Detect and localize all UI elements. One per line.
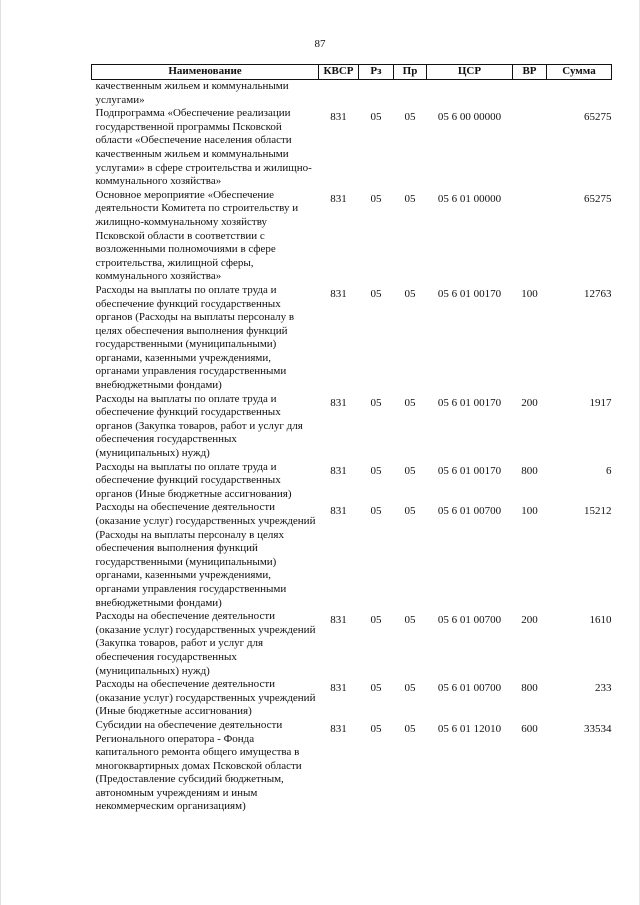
cell-pr: 05	[404, 464, 416, 477]
table-row	[92, 107, 612, 189]
cell-name: качественным жильем и коммунальными услугами»	[95, 80, 289, 106]
cell-csr: 05 6 01 00700	[437, 614, 502, 627]
cell-kvsr: 831	[330, 192, 347, 205]
cell-rz: 05	[370, 682, 382, 695]
table-body	[92, 80, 612, 815]
budget-table	[91, 64, 612, 814]
cell-kvsr: 831	[330, 722, 347, 735]
table-row	[92, 719, 612, 814]
cell-sum: 1610	[589, 614, 612, 627]
cell-csr: 05 6 01 00000	[437, 192, 502, 205]
cell-csr: 05 6 01 00170	[437, 287, 502, 300]
cell-rz: 05	[370, 464, 382, 477]
cell-name: Субсидии на обеспечение деятельности Регионального оператора - Фонда капитального ремонта общего имущества в многоквартирных домах Псковской области (Предоставление субсидий бюджетным, автономным учреждениям и иным некоммерческим организациям)	[95, 718, 302, 813]
cell-vr	[513, 107, 547, 189]
cell-csr: 05 6 01 00700	[437, 505, 502, 518]
cell-vr	[513, 80, 547, 108]
cell-kvsr: 831	[330, 464, 347, 477]
col-header-pr: Пр	[394, 65, 427, 80]
cell-sum: 6	[606, 464, 612, 477]
table-row	[92, 80, 612, 108]
cell-kvsr: 831	[330, 111, 347, 124]
cell-csr: 05 6 01 00700	[437, 682, 502, 695]
table-row	[92, 501, 612, 610]
cell-pr: 05	[404, 111, 416, 124]
cell-rz: 05	[370, 396, 382, 409]
cell-vr: 800	[521, 682, 538, 695]
scan-edge-left	[0, 0, 1, 905]
cell-vr	[513, 189, 547, 284]
cell-csr	[427, 80, 513, 108]
cell-name: Основное мероприятие «Обеспечение деятельности Комитета по строительству и жилищно-коммунальному хозяйству Псковской области в соответствии с возложенными полномочиями в сфере строительства, жилищной сферы, коммунального хозяйства»	[95, 188, 299, 283]
cell-vr: 200	[521, 614, 538, 627]
cell-rz: 05	[370, 192, 382, 205]
table-header-row	[92, 65, 612, 80]
cell-sum: 65275	[584, 192, 612, 205]
table-row	[92, 189, 612, 284]
table-row	[92, 678, 612, 719]
cell-name: Расходы на выплаты по оплате труда и обеспечение функций государственных органов (Закупка товаров, работ и услуг для обеспечения государственных (муниципальных) нужд)	[95, 392, 303, 460]
cell-vr: 200	[521, 396, 538, 409]
cell-rz: 05	[370, 614, 382, 627]
table-row	[92, 284, 612, 393]
col-header-vr: ВР	[513, 65, 547, 80]
cell-sum: 233	[595, 682, 612, 695]
cell-vr: 100	[521, 505, 538, 518]
cell-rz	[359, 80, 394, 108]
cell-pr: 05	[404, 192, 416, 205]
cell-pr: 05	[404, 396, 416, 409]
cell-pr: 05	[404, 614, 416, 627]
cell-kvsr: 831	[330, 287, 347, 300]
cell-csr: 05 6 01 00170	[437, 396, 502, 409]
cell-kvsr	[319, 80, 359, 108]
page-number: 87	[314, 38, 326, 50]
col-header-sum: Сумма	[547, 65, 612, 80]
cell-name: Расходы на обеспечение деятельности (оказание услуг) государственных учреждений (Иные бюджетные ассигнования)	[95, 678, 316, 718]
cell-name: Подпрограмма «Обеспечение реализации государственной программы Псковской области «Обеспечение населения области качественным жильем и коммунальными услугами» в сфере строительства и жилищно-коммунального хозяйства»	[95, 107, 312, 188]
cell-name: Расходы на выплаты по оплате труда и обеспечение функций государственных органов (Иные бюджетные ассигнования)	[95, 460, 292, 500]
cell-csr: 05 6 01 00170	[437, 464, 502, 477]
cell-pr	[394, 80, 427, 108]
cell-sum: 33534	[584, 722, 612, 735]
cell-rz: 05	[370, 505, 382, 518]
table-row	[92, 461, 612, 502]
cell-kvsr: 831	[330, 396, 347, 409]
cell-pr: 05	[404, 287, 416, 300]
cell-name: Расходы на выплаты по оплате труда и обеспечение функций государственных органов (Расходы на выплаты персоналу в целях обеспечения выполнения функций государственными (муниципальными) органами, казенными учреждениями, органами управления государственными внебюджетными фондами)	[95, 283, 295, 392]
cell-vr: 800	[521, 464, 538, 477]
col-header-csr: ЦСР	[427, 65, 513, 80]
cell-pr: 05	[404, 682, 416, 695]
cell-kvsr: 831	[330, 614, 347, 627]
cell-rz: 05	[370, 287, 382, 300]
cell-sum: 1917	[589, 396, 612, 409]
cell-kvsr: 831	[330, 682, 347, 695]
col-header-name: Наименование	[92, 65, 319, 80]
cell-csr: 05 6 01 12010	[437, 722, 502, 735]
table-row	[92, 393, 612, 461]
col-header-rz: Рз	[359, 65, 394, 80]
cell-sum	[547, 80, 612, 108]
cell-rz: 05	[370, 722, 382, 735]
cell-name: Расходы на обеспечение деятельности (оказание услуг) государственных учреждений (Расходы на выплаты персоналу в целях обеспечения выполнения функций государственными (муниципальными) органами, казенными учреждениями, органами управления государственными внебюджетными фондами)	[95, 501, 316, 609]
col-header-kvsr: КВСР	[319, 65, 359, 80]
cell-pr: 05	[404, 722, 416, 735]
cell-sum: 12763	[584, 287, 612, 300]
cell-vr: 600	[521, 722, 538, 735]
cell-pr: 05	[404, 505, 416, 518]
table-row	[92, 610, 612, 678]
cell-name: Расходы на обеспечение деятельности (оказание услуг) государственных учреждений (Закупка товаров, работ и услуг для обеспечения государственных (муниципальных) нужд)	[95, 610, 316, 677]
cell-rz: 05	[370, 111, 382, 124]
cell-vr: 100	[521, 287, 538, 300]
cell-sum: 15212	[584, 505, 612, 518]
cell-kvsr: 831	[330, 505, 347, 518]
cell-sum: 65275	[584, 111, 612, 124]
cell-csr: 05 6 00 00000	[437, 111, 502, 124]
